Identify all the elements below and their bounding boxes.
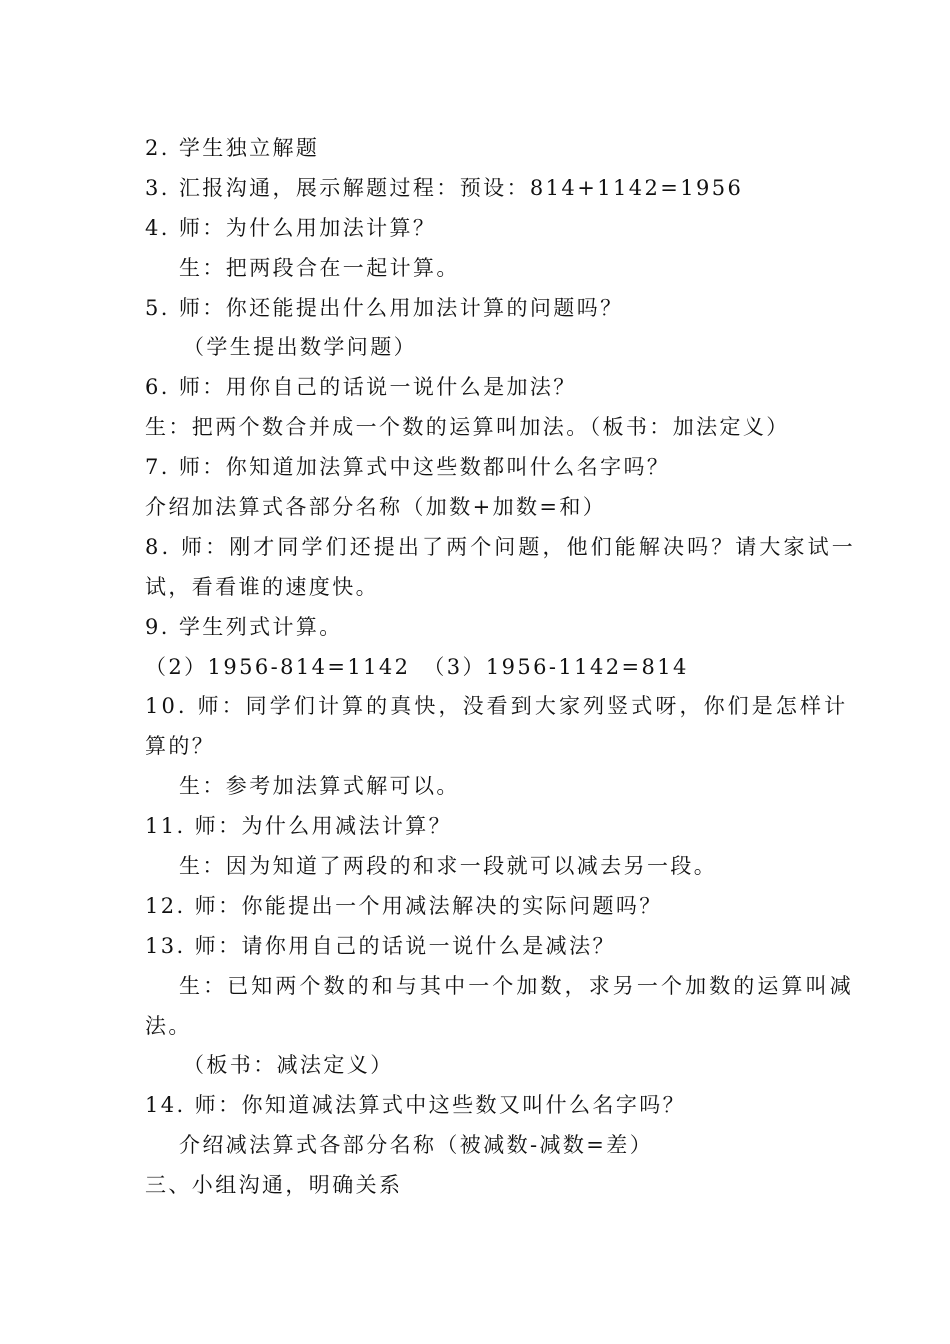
text-line: 12. 师：你能提出一个用减法解决的实际问题吗？ (145, 893, 663, 918)
text-line: 7. 师：你知道加法算式中这些数都叫什么名字吗？ (145, 455, 671, 480)
text-line: 2. 学生独立解题 (145, 136, 320, 160)
text-line: 3. 汇报沟通，展示解题过程：预设：814+1142=1956 (145, 175, 744, 200)
text-line: 6. 师：用你自己的话说一说什么是加法？ (145, 375, 577, 400)
text-line: 9. 学生列式计算。 (145, 614, 343, 639)
text-line: 生：把两段合在一起计算。 (179, 255, 460, 280)
text-line: 10. 师：同学们计算的真快，没看到大家列竖式呀，你们是怎样计 (145, 694, 849, 719)
text-line: （板书：减法定义） (183, 1053, 394, 1078)
text-line: 13. 师：请你用自己的话说一说什么是减法？ (145, 933, 616, 958)
text-line: 生：因为知道了两段的和求一段就可以减去另一段。 (179, 854, 718, 879)
text-line: 生：已知两个数的和与其中一个加数，求另一个加数的运算叫减 (179, 973, 854, 998)
text-line: （学生提出数学问题） (183, 335, 417, 360)
text-line: 8. 师：刚才同学们还提出了两个问题，他们能解决吗？请大家试一 (145, 534, 856, 559)
text-line: 11. 师：为什么用减法计算？ (145, 814, 453, 839)
text-line: 介绍减法算式各部分名称（被减数-减数=差） (179, 1133, 654, 1158)
text-line: 5. 师：你还能提出什么用加法计算的问题吗？ (145, 295, 624, 320)
text-line: 三、小组沟通，明确关系 (145, 1173, 403, 1198)
text-line: 算的？ (145, 734, 216, 759)
text-line: 4. 师：为什么用加法计算？ (145, 215, 437, 240)
text-line: 生：参考加法算式解可以。 (179, 774, 460, 799)
text-line: 试，看看谁的速度快。 (145, 574, 379, 599)
document-body (145, 132, 856, 1209)
text-line: 生：把两个数合并成一个数的运算叫加法。（板书：加法定义） (145, 415, 790, 440)
text-line: 介绍加法算式各部分名称（加数+加数=和） (145, 495, 607, 520)
text-line: 法。 (145, 1013, 192, 1038)
text-line: 14. 师：你知道减法算式中这些数又叫什么名字吗？ (145, 1093, 687, 1118)
text-line: （2）1956-814=1142 （3）1956-1142=814 (145, 654, 689, 679)
